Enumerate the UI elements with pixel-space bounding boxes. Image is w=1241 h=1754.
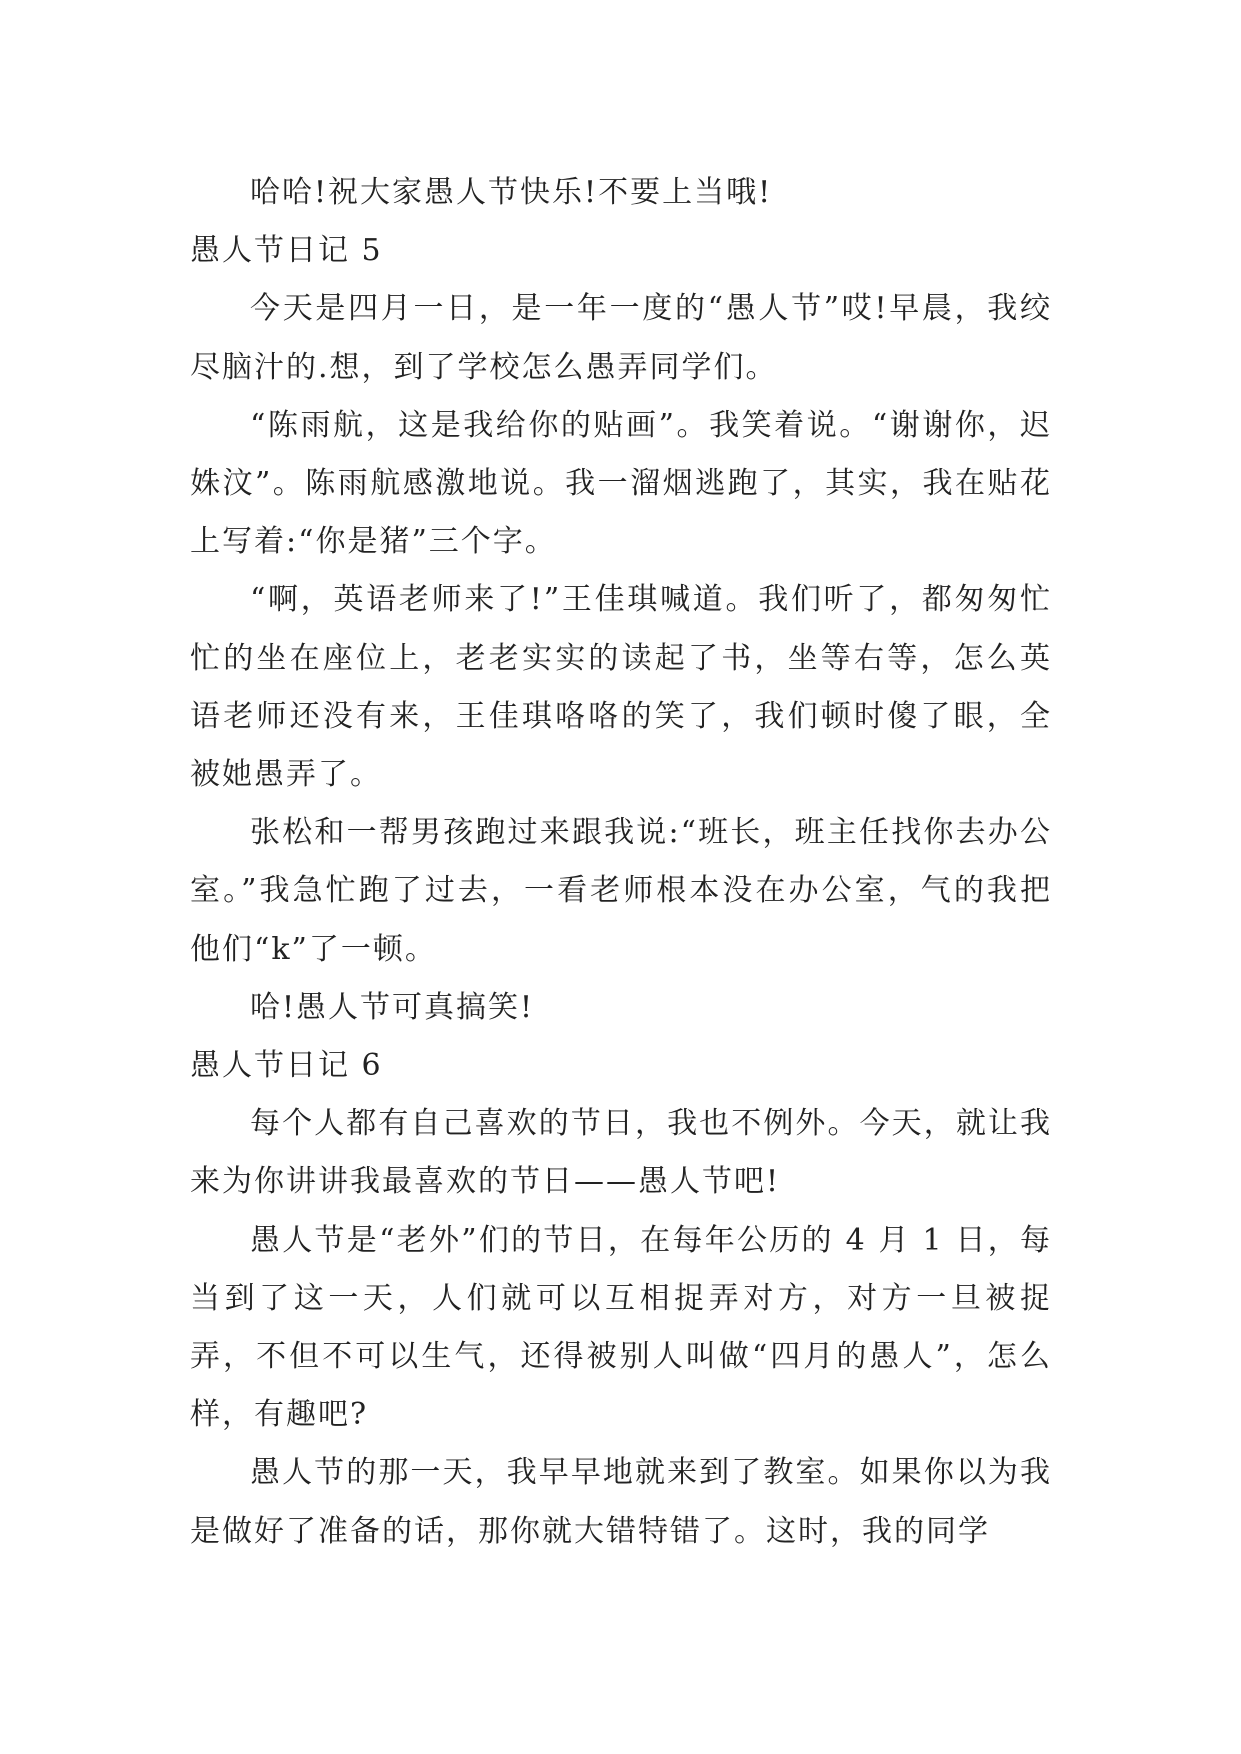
- paragraph-office-prank: 张松和一帮男孩跑过来跟我说:“班长，班主任找你去办公室。”我急忙跑了过去，一看老师根本没在办公室，气的我把他们“k”了一顿。: [190, 815, 1052, 967]
- document-page: [190, 164, 1052, 1561]
- paragraph-sticker-prank: “陈雨航，这是我给你的贴画”。我笑着说。“谢谢你，迟姝汶”。陈雨航感激地说。我一溜烟逃跑了，其实，我在贴花上写着:“你是猪”三个字。: [190, 407, 1052, 560]
- heading-diary-5: 愚人节日记 5: [190, 233, 383, 269]
- paragraph-funny: 哈!愚人节可真搞笑!: [250, 989, 535, 1025]
- paragraph-holiday-explained: 愚人节是“老外”们的节日，在每年公历的 4 月 1 日，每当到了这一天，人们就可以互相捉弄对方，对方一旦被捉弄，不但不可以生气，还得被别人叫做“四月的愚人”，怎么样，有趣吧?: [190, 1222, 1052, 1433]
- paragraph-favorite-holiday: 每个人都有自己喜欢的节日，我也不例外。今天，就让我来为你讲讲我最喜欢的节日——愚人节吧!: [190, 1106, 1052, 1200]
- heading-diary-6: 愚人节日记 6: [190, 1048, 383, 1084]
- paragraph-that-day: 愚人节的那一天，我早早地就来到了教室。如果你以为我是做好了准备的话，那你就大错特错了。这时，我的同学: [190, 1455, 1052, 1549]
- paragraph-closing-wish: 哈哈!祝大家愚人节快乐!不要上当哦!: [250, 175, 773, 210]
- paragraph-april-first: 今天是四月一日，是一年一度的“愚人节”哎!早晨，我绞尽脑汁的.想，到了学校怎么愚弄同学们。: [190, 291, 1052, 385]
- paragraph-english-teacher: “啊，英语老师来了!”王佳琪喊道。我们听了，都匆匆忙忙的坐在座位上，老老实实的读起了书，坐等右等，怎么英语老师还没有来，王佳琪咯咯的笑了，我们顿时傻了眼，全被她愚弄了。: [190, 582, 1052, 793]
